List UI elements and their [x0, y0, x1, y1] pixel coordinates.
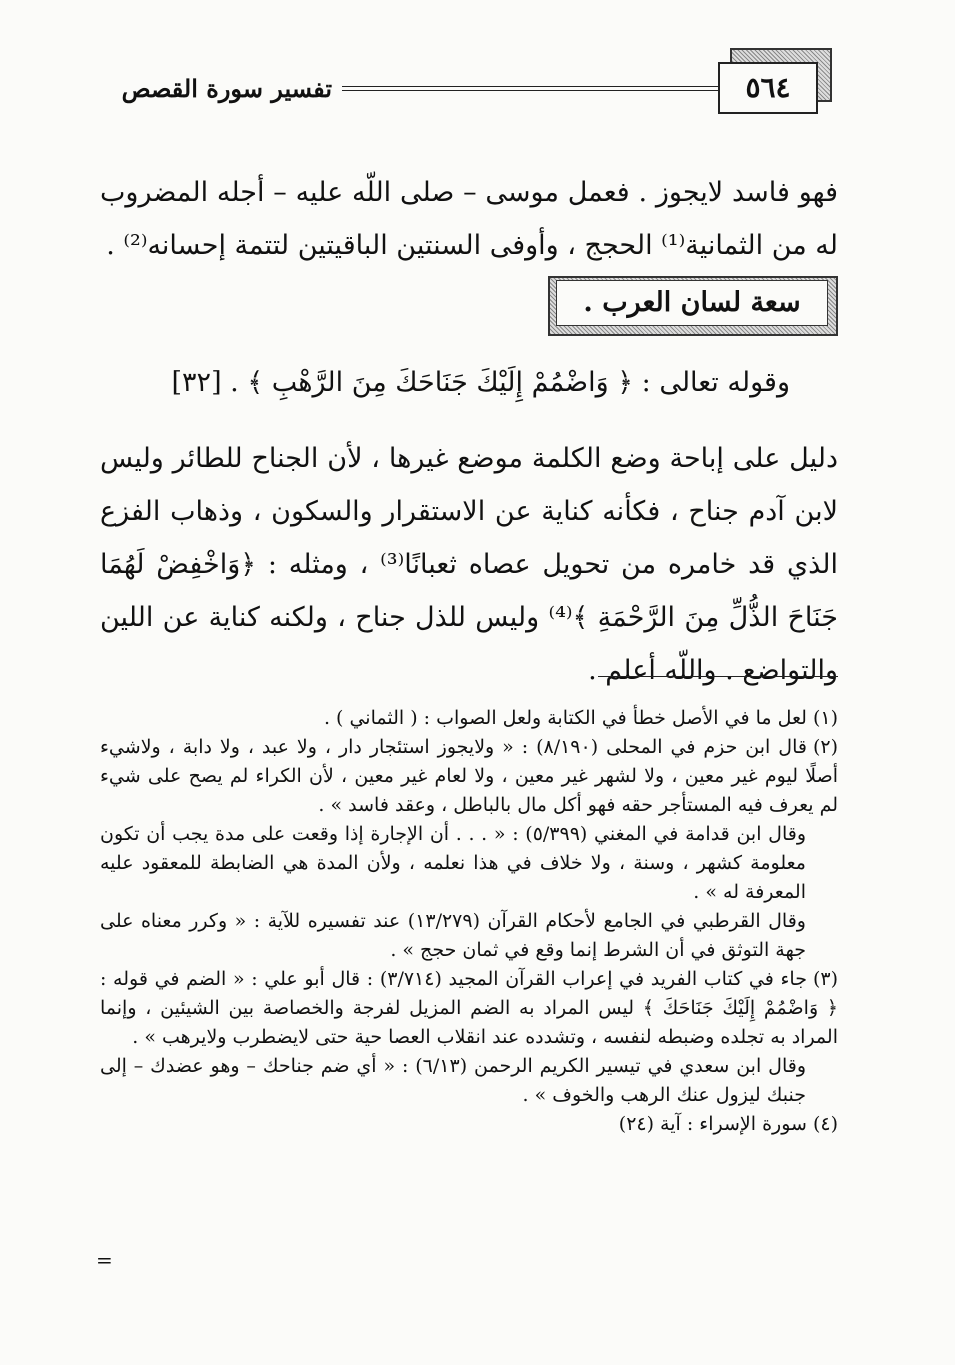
page-number-box	[718, 58, 830, 114]
section-heading: سعة لسان العرب .	[556, 280, 828, 326]
footnote-text: جاء في كتاب الفريد في إعراب القرآن المجيد (٣/٧١٤) : قال أبو علي : « الضم في قوله : ﴿ وَاضْمُمْ إِلَيْكَ جَنَاحَكَ ﴾ ليس المراد به الضم المزيل لفرجة والخصاصة بين الشيئين ، وإنما المراد به تجلده وضبطه لنفسه ، وتشدده عند انقلاب العصا حية حتى لايضطرب ولايرهب » .	[100, 968, 838, 1048]
footnote-text: وقال ابن سعدي في تيسير الكريم الرحمن (٦/١٣) : « أي ضم جناحك – وهو عضدك – إلى جنبك ليزول عنك الرهب والخوف » .	[100, 1055, 806, 1106]
body-paragraph-2: دليل على إباحة وضع الكلمة موضع غيرها ، لأن الجناح للطائر وليس لابن آدم جناح ، فكأنه كناية عن الاستقرار والسكون ، وذهاب الفزع الذي قد خامره من تحويل عصاه ثعبانًا⁽³⁾ ، ومثله : ﴿وَاخْفِضْ لَهُمَا جَنَاحَ الذُّلِّ مِنَ الرَّحْمَةِ ﴾⁽⁴⁾ وليس للذل جناح ، ولكنه كناية عن اللين والتواضع . واللّه أعلم .	[100, 443, 838, 686]
footnote-label: (٣)	[812, 968, 838, 990]
footnote-text: وقال القرطبي في الجامع لأحكام القرآن (١٣/٢٧٩) عند تفسيره للآية : « وكرر معناه على جهة التوثق في أن الشرط إنما وقع في ثمان حجج » .	[100, 910, 806, 961]
footnote-text: قال ابن حزم في المحلى (٨/١٩٠) : « ولايجوز استئجار دار ، ولا عبد ، ولا دابة ، ولاشيء أصلًا ليوم غير معين ، ولا لشهر غير معين ، ولا لعام غير معين ، لأن الكراء لم يصح على شيء لم يعرف فيه المستأجر حقه فهو أكل مال بالباطل ، وعقد فاسد » .	[100, 736, 838, 816]
footnote-label: (١)	[812, 707, 838, 729]
body-paragraph-1: فهو فاسد لايجوز . فعمل موسى – صلى اللّه عليه – أجله المضروب له من الثمانية⁽¹⁾ الحجج ، وأوفى السنتين الباقيتين لتتمة إحسانه⁽²⁾ .	[100, 177, 838, 261]
page-number: ٥٦٤	[718, 62, 818, 114]
running-title: تفسير سورة القصص	[121, 74, 332, 103]
footnote-label: (٤)	[812, 1113, 838, 1135]
footnote-2	[100, 733, 838, 820]
footnote-text: سورة الإسراء : آية (٢٤)	[618, 1113, 807, 1135]
verse-line: وقوله تعالى : ﴿ وَاضْمُمْ إِلَيْكَ جَنَاحَكَ مِنَ الرَّهْبِ ﴾ . [٣٢]	[171, 367, 790, 398]
footnote-label: (٢)	[812, 736, 839, 758]
continuation-mark: =	[96, 1248, 113, 1272]
footnote-2-continuation-1	[100, 820, 838, 907]
footnotes	[100, 704, 838, 1139]
footnote-text: لعل ما في الأصل خطأ في الكتابة ولعل الصواب : ( الثماني ) .	[323, 707, 807, 729]
footnote-4	[100, 1110, 838, 1139]
footnote-1	[100, 704, 838, 733]
footnote-3	[100, 965, 838, 1052]
header-rule	[342, 86, 720, 91]
footnote-3-continuation	[100, 1052, 838, 1110]
footnote-text: وقال ابن قدامة في المغني (٥/٣٩٩) : « . . . أن الإجارة إذا وقعت على مدة يجب أن تكون معلومة كشهر ، وسنة ، ولا خلاف في هذا نعلمه ، ولأن المدة هي الضابطة للمعقود عليه المعرفة له » .	[100, 823, 806, 903]
footnote-2-continuation-2	[100, 907, 838, 965]
footnote-separator	[598, 676, 838, 677]
section-heading-box	[548, 276, 838, 336]
